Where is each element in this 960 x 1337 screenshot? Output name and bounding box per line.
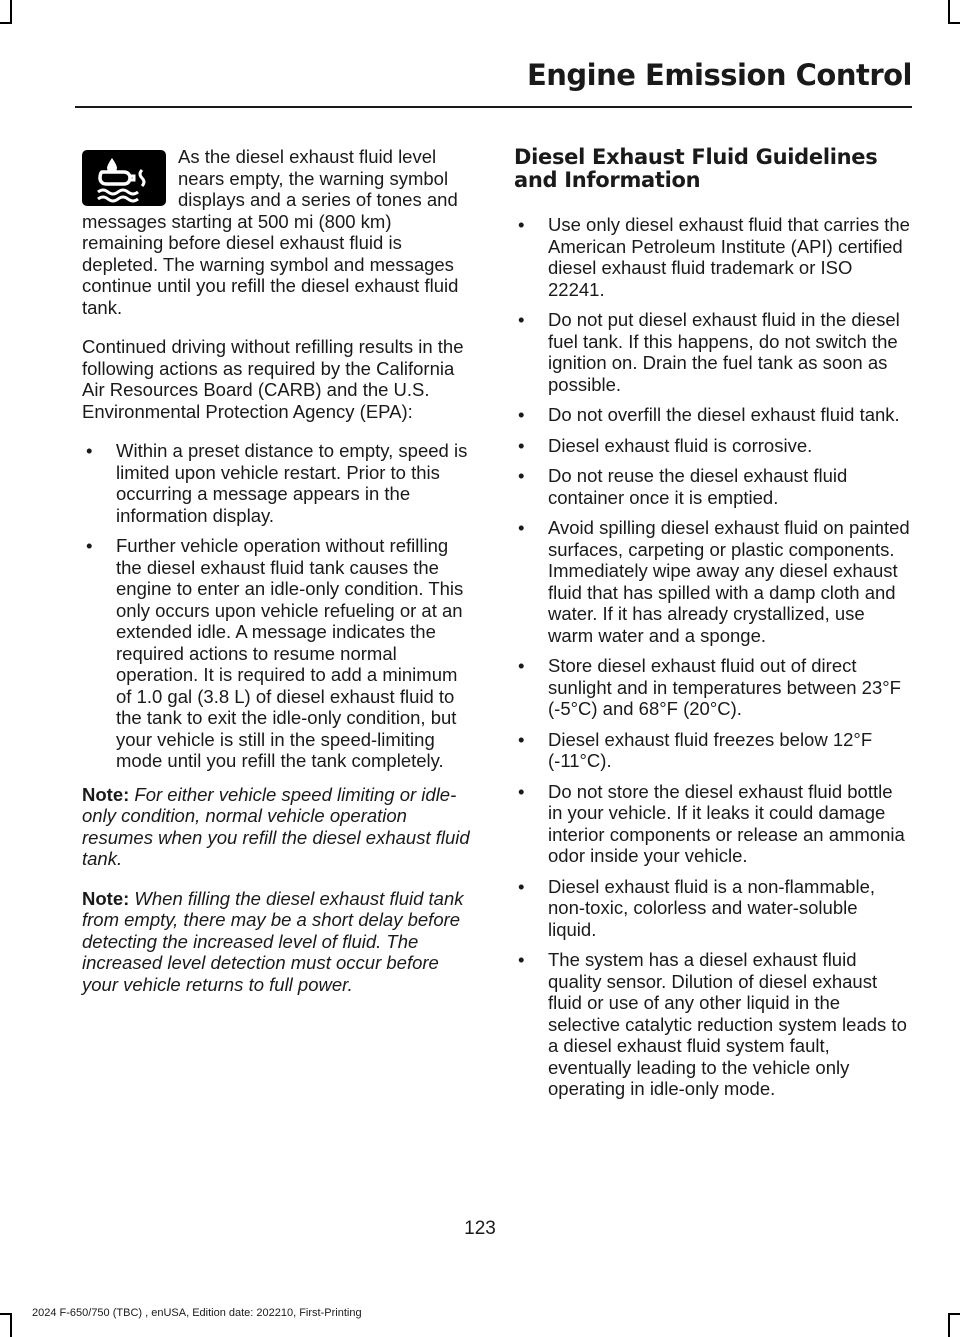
page-number: 123 — [464, 1218, 496, 1239]
note-text: For either vehicle speed limiting or idle-only condition, normal vehicle operation resumes when you refill the diesel exhaust fluid tank. — [82, 783, 470, 869]
list-item — [514, 729, 910, 772]
bullet-icon: • — [86, 535, 93, 556]
list-item-text: Diesel exhaust fluid is corrosive. — [548, 434, 813, 456]
bullet-icon: • — [518, 517, 525, 538]
left-column — [82, 146, 477, 1013]
note-text: When filling the diesel exhaust fluid tank from empty, there may be a short delay before detecting the increased level of fluid. The increased level detection must occur before your vehicle returns to full power. — [82, 887, 464, 995]
bullet-icon: • — [518, 728, 525, 750]
intro-paragraph: As the diesel exhaust fluid level nears empty, the warning symbol displays and a series of tones and messages starting at 500 mi (800 km) remaining before diesel exhaust fluid is depleted. The warning symbol and messages continue until you refill the diesel exhaust fluid tank. — [82, 146, 459, 318]
bullet-icon: • — [518, 949, 525, 970]
note-1 — [82, 784, 477, 870]
bullet-icon: • — [518, 655, 525, 676]
list-item — [514, 949, 910, 1100]
crop-mark-bottom-left-v — [10, 1313, 12, 1337]
list-item-text: Avoid spilling diesel exhaust fluid on painted surfaces, carpeting or plastic components. Immediately wipe away any diesel exhaust fluid that has spilled with a damp cloth and water. If it has already crystallized, use warm water and a sponge. — [548, 517, 910, 646]
bullet-icon: • — [518, 434, 525, 456]
list-item-text: Do not store the diesel exhaust fluid bottle in your vehicle. If it leaks it could damage interior components or release an ammonia odor inside your vehicle. — [548, 780, 905, 866]
list-item — [82, 535, 477, 772]
note-2 — [82, 888, 477, 996]
list-item — [514, 309, 910, 395]
page-title: Engine Emission Control — [526, 58, 912, 92]
list-item — [514, 876, 910, 941]
list-item-text: The system has a diesel exhaust fluid quality sensor. Dilution of diesel exhaust fluid or use of any other liquid in the selective catalytic reduction system leads to a diesel exhaust fluid system fault, eventually leading to the vehicle only operating in idle-only mode. — [548, 949, 907, 1099]
crop-mark-top-right-h — [948, 22, 960, 24]
note-label: Note: — [82, 887, 130, 909]
list-item-text: Diesel exhaust fluid freezes below 12°F (-11°C). — [548, 728, 873, 771]
list-item — [82, 440, 477, 526]
crop-mark-top-left-h — [0, 22, 12, 24]
list-item — [514, 655, 910, 720]
crop-mark-bottom-right-h — [948, 1313, 960, 1315]
guidelines-list — [514, 214, 910, 1100]
list-item — [514, 404, 910, 426]
section-heading: Diesel Exhaust Fluid Guidelines and Information — [514, 145, 878, 192]
crop-mark-bottom-left-h — [0, 1313, 12, 1315]
note-label: Note: — [82, 783, 130, 805]
list-item-text: Do not reuse the diesel exhaust fluid container once it is emptied. — [548, 465, 848, 508]
crop-mark-top-right-v — [948, 0, 950, 24]
list-item-text: Diesel exhaust fluid is a non-flammable, non-toxic, colorless and water-soluble liquid. — [548, 875, 875, 940]
bullet-icon: • — [518, 875, 525, 897]
right-column — [514, 146, 910, 1112]
bullet-icon: • — [86, 440, 93, 461]
list-item-text: Do not put diesel exhaust fluid in the diesel fuel tank. If this happens, do not switch the ignition on. Drain the fuel tank as soon as possible. — [548, 309, 900, 395]
crop-mark-bottom-right-v — [948, 1313, 950, 1337]
footer-edition: 2024 F-650/750 (TBC) , enUSA, Edition date: 202210, First-Printing — [32, 1307, 362, 1319]
list-item — [514, 435, 910, 457]
continued-driving-paragraph: Continued driving without refilling results in the following actions as required by the California Air Resources Board (CARB) and the U.S. Environmental Protection Agency (EPA): — [82, 336, 464, 422]
bullet-icon: • — [518, 404, 525, 425]
list-item-text: Within a preset distance to empty, speed is limited upon vehicle restart. Prior to this occurring a message appears in the information display. — [116, 440, 468, 526]
list-item — [514, 465, 910, 508]
bullet-icon: • — [518, 214, 525, 235]
bullet-icon: • — [518, 309, 525, 330]
bullet-icon: • — [518, 465, 525, 486]
crop-mark-top-left-v — [10, 0, 12, 24]
list-item-text: Further vehicle operation without refilling the diesel exhaust fluid tank causes the engine to enter an idle-only condition. This only occurs upon vehicle refueling or at an extended idle. A message indicates the required actions to resume normal operation. It is required to add a minimum of 1.0 gal (3.8 L) of diesel exhaust fluid to the tank to exit the idle-only condition, but your vehicle is still in the speed-limiting mode until you refill the tank completely. — [116, 535, 464, 771]
list-item-text: Do not overfill the diesel exhaust fluid tank. — [548, 404, 900, 425]
diesel-exhaust-fluid-warning-icon — [82, 150, 166, 206]
list-item — [514, 781, 910, 867]
list-item — [514, 517, 910, 646]
list-item — [514, 214, 910, 300]
list-item-text: Use only diesel exhaust fluid that carries the American Petroleum Institute (API) certified diesel exhaust fluid trademark or ISO 22241. — [548, 214, 910, 300]
list-item-text: Store diesel exhaust fluid out of direct sunlight and in temperatures between 23°F (-5°C) and 68°F (20°C). — [548, 655, 901, 719]
bullet-icon: • — [518, 780, 525, 802]
header-rule — [75, 106, 912, 108]
consequence-list — [82, 440, 477, 772]
